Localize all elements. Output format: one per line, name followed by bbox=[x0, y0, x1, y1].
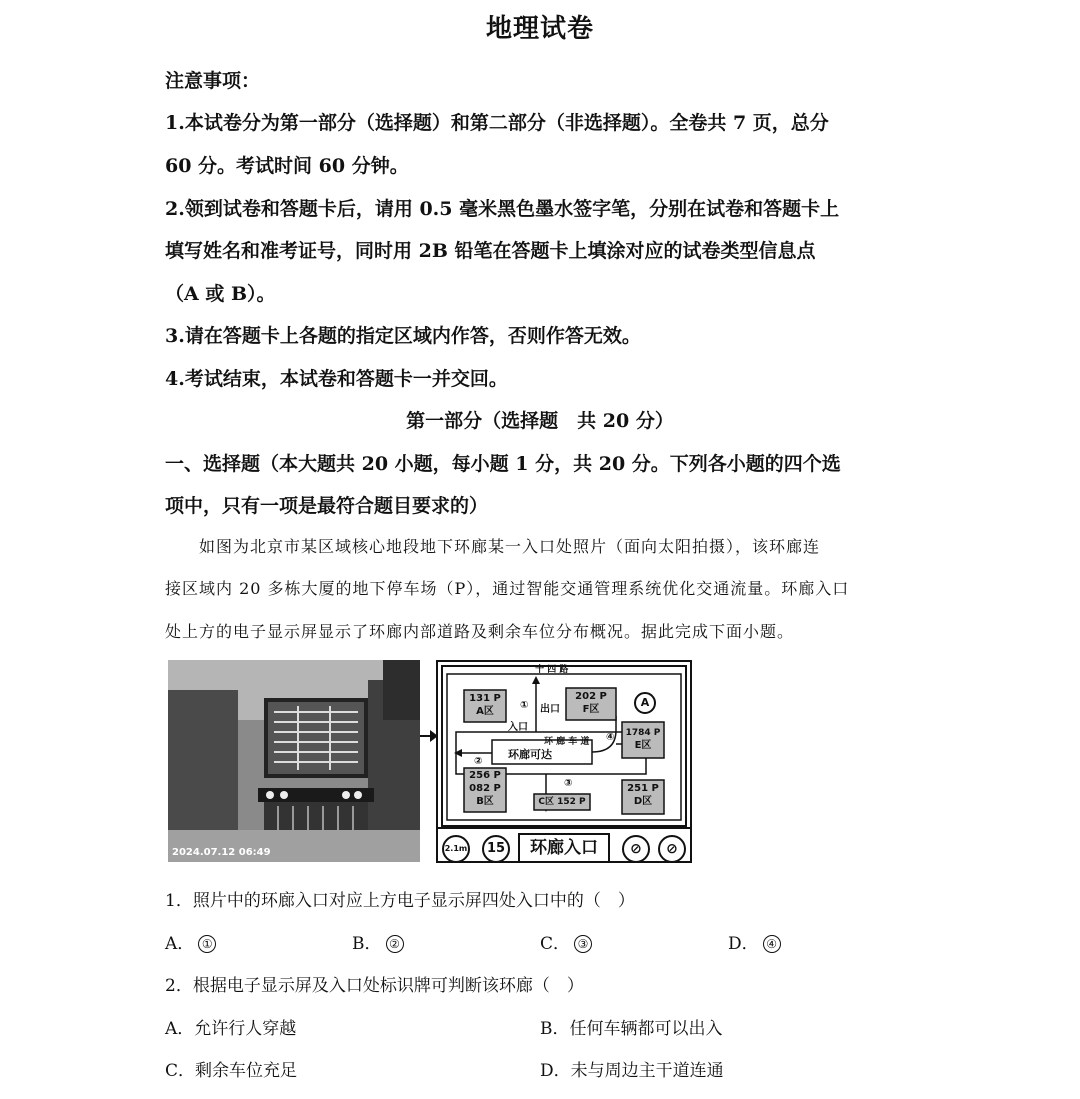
notice-line: 填写姓名和准考证号，同时用 2B 铅笔在答题卡上填涂对应的试卷类型信息点 bbox=[165, 240, 816, 262]
entry-word: 入口 bbox=[508, 722, 528, 733]
passage-line: 接区域内 20 多栋大厦的地下停车场（P），通过智能交通管理系统优化交通流量。环廊入口 bbox=[165, 579, 850, 598]
lot-count: C区 152 P bbox=[538, 797, 586, 807]
lot-count: 256 P bbox=[469, 770, 501, 781]
option-text: 任何车辆都可以出入 bbox=[569, 1019, 723, 1039]
option-text: 允许行人穿越 bbox=[194, 1019, 297, 1039]
lane-label: 环 廊 车 道 bbox=[544, 737, 590, 747]
lot-count: 1784 P bbox=[625, 728, 661, 738]
entry-marker: ④ bbox=[606, 732, 615, 743]
section-heading: 一、选择题（本大题共 20 小题，每小题 1 分，共 20 分。下列各小题的四个选 bbox=[165, 453, 841, 475]
compass-icon: A bbox=[634, 692, 656, 714]
option-text: ② bbox=[386, 935, 404, 953]
lot-zone: D区 bbox=[633, 796, 653, 807]
option bbox=[728, 929, 781, 954]
entry-marker: ③ bbox=[564, 778, 573, 789]
lot-count: 082 P bbox=[469, 783, 501, 794]
option-letter: C． bbox=[165, 1061, 196, 1081]
no-pedestrian-icon: ⊘ bbox=[658, 835, 686, 863]
photo-timestamp: 2024.07.12 06:49 bbox=[172, 847, 271, 858]
option bbox=[540, 929, 592, 954]
tunnel-entry-label: 环廊入口 bbox=[518, 833, 610, 863]
entry-marker: ② bbox=[474, 756, 483, 767]
option-letter: A． bbox=[165, 934, 195, 954]
notice-heading: 注意事项： bbox=[165, 70, 261, 92]
notice-line: （A 或 B）。 bbox=[165, 283, 276, 305]
option bbox=[540, 1014, 723, 1039]
speed-limit-icon: 15 bbox=[482, 835, 510, 863]
question-stem: 1．照片中的环廊入口对应上方电子显示屏四处入口中的（ ） bbox=[165, 891, 635, 911]
option bbox=[352, 929, 404, 954]
notice-line: 4.考试结束，本试卷和答题卡一并交回。 bbox=[165, 368, 508, 390]
question-stem: 2．根据电子显示屏及入口处标识牌可判断该环廊（ ） bbox=[165, 976, 584, 996]
notice-line: 60 分。考试时间 60 分钟。 bbox=[165, 155, 409, 177]
option-text: 未与周边主干道连通 bbox=[570, 1061, 724, 1081]
passage-line: 如图为北京市某区域核心地段地下环廊某一入口处照片（面向太阳拍摄），该环廊连 bbox=[165, 537, 821, 556]
notice-line: 3.请在答题卡上各题的指定区域内作答，否则作答无效。 bbox=[165, 325, 641, 347]
entry-marker: ① bbox=[520, 700, 529, 711]
lot-zone: E区 bbox=[634, 740, 652, 751]
option-letter: D． bbox=[540, 1061, 571, 1081]
lot-zone: B区 bbox=[476, 796, 494, 807]
lot-zone: A区 bbox=[476, 706, 494, 717]
option bbox=[540, 1056, 724, 1081]
option-text: ③ bbox=[574, 935, 592, 953]
option bbox=[165, 929, 216, 954]
option bbox=[165, 1014, 296, 1039]
lot-count: 202 P bbox=[575, 691, 607, 702]
option-text: 剩余车位充足 bbox=[195, 1061, 298, 1081]
option-text: ④ bbox=[763, 935, 781, 953]
option-letter: B． bbox=[352, 934, 382, 954]
road-label: 十 四 路 bbox=[532, 665, 569, 675]
no-bicycle-icon: ⊘ bbox=[622, 835, 650, 863]
entrance-photo bbox=[168, 660, 420, 862]
option-letter: D． bbox=[728, 934, 759, 954]
lot-count: 251 P bbox=[627, 783, 659, 794]
lot-zone: F区 bbox=[582, 704, 600, 715]
lot-count: 131 P bbox=[469, 693, 501, 704]
notice-line: 1.本试卷分为第一部分（选择题）和第二部分（非选择题）。全卷共 7 页，总分 bbox=[165, 112, 829, 134]
exit-word: 出口 bbox=[540, 704, 560, 715]
page-title: 地理试卷 bbox=[485, 14, 594, 44]
option-text: ① bbox=[198, 935, 216, 953]
option-letter: C． bbox=[540, 934, 571, 954]
height-limit-icon: 2.1m bbox=[442, 835, 470, 863]
section-heading: 项中，只有一项是最符合题目要求的） bbox=[165, 495, 489, 517]
option bbox=[165, 1056, 297, 1081]
passage-line: 处上方的电子显示屏显示了环廊内部道路及剩余车位分布概况。据此完成下面小题。 bbox=[165, 622, 795, 641]
reachable-label: 环廊可达 bbox=[508, 748, 552, 761]
option-letter: B． bbox=[540, 1019, 570, 1039]
part-heading: 第一部分（选择题 共 20 分） bbox=[406, 410, 674, 432]
option-letter: A． bbox=[165, 1019, 195, 1039]
notice-line: 2.领到试卷和答题卡后，请用 0.5 毫米黑色墨水签字笔，分别在试卷和答题卡上 bbox=[165, 198, 840, 220]
